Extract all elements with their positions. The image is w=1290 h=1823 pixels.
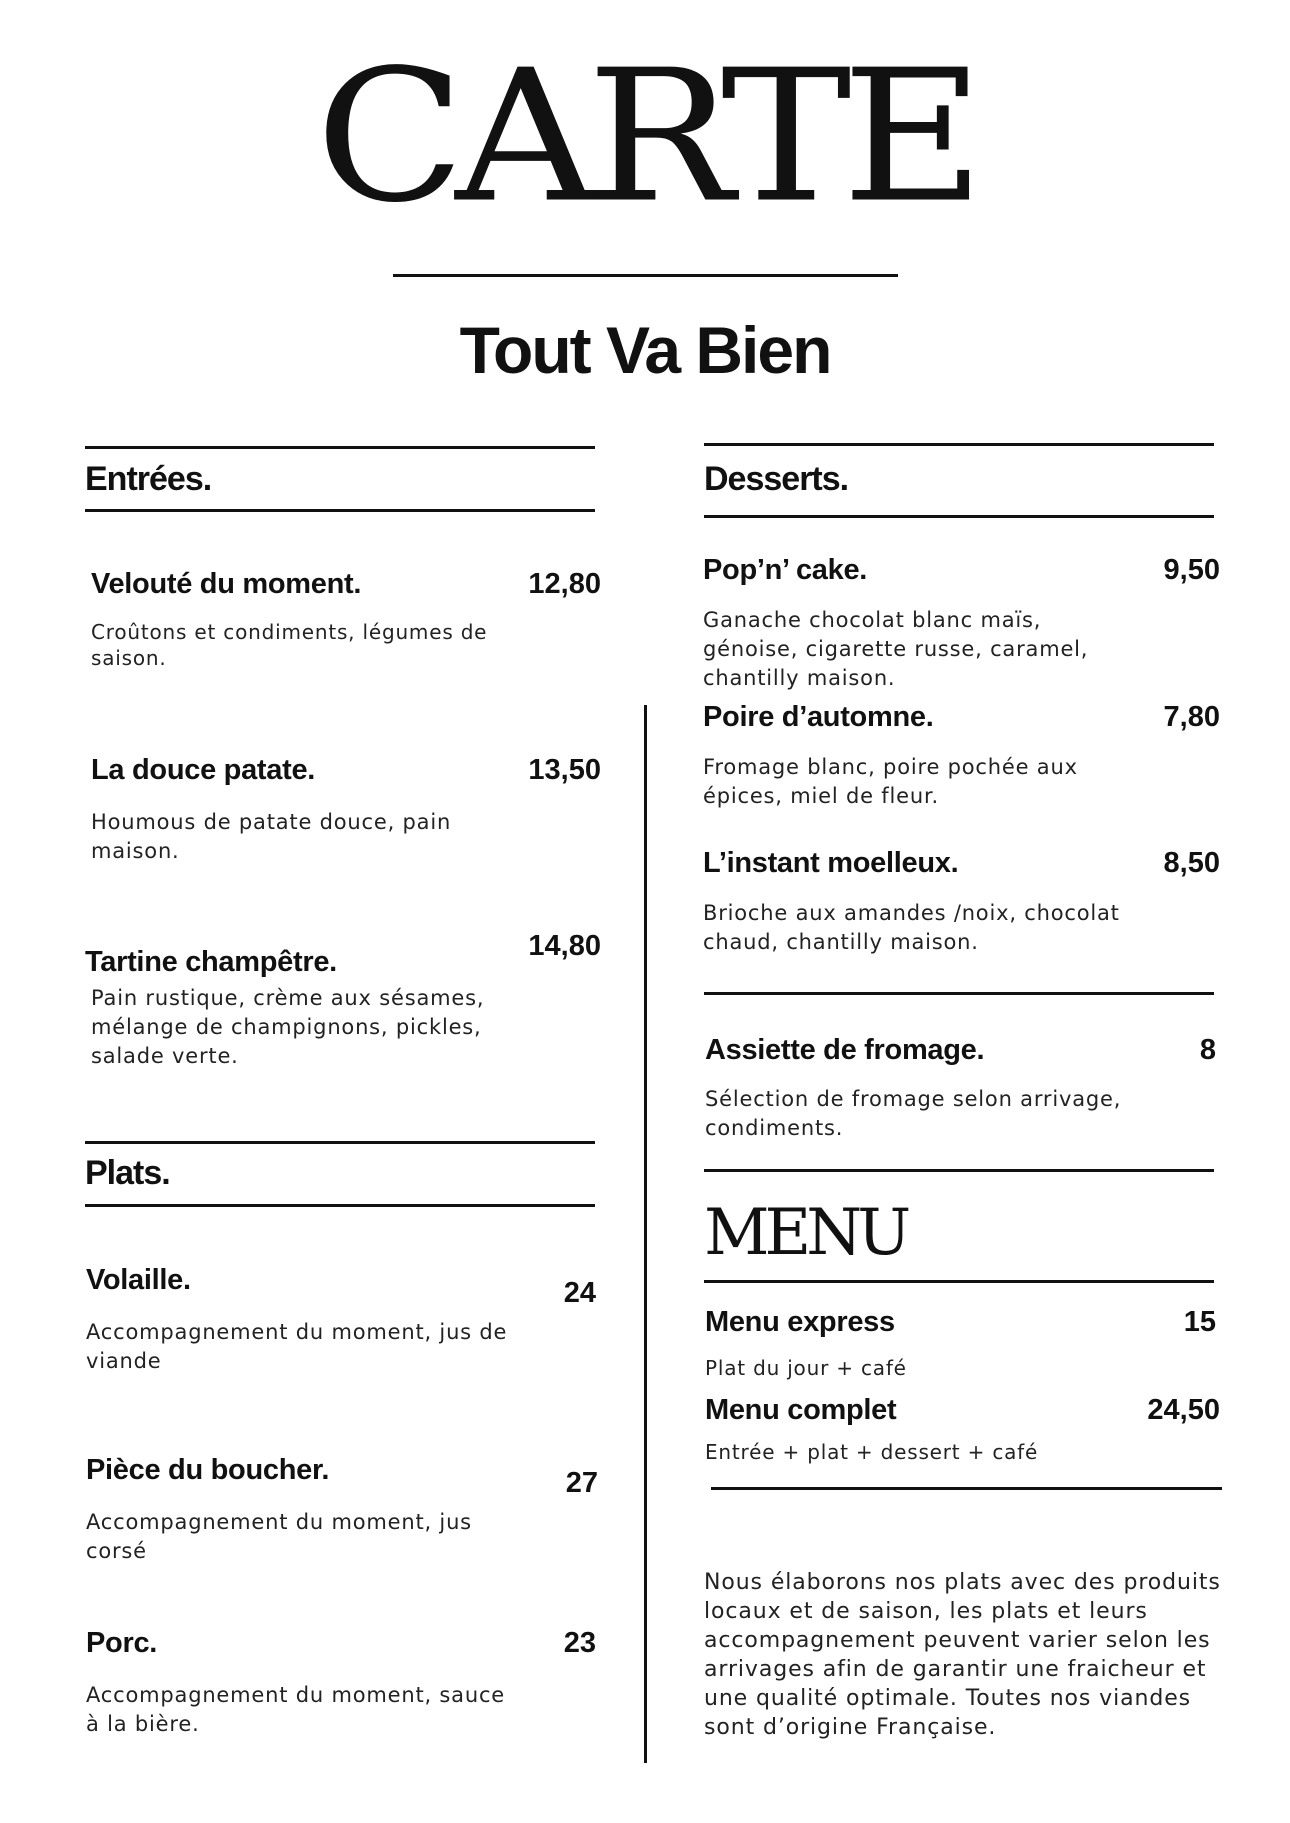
entree-desc: Houmous de patate douce, pain maison. bbox=[91, 810, 452, 863]
menu-title: CARTE bbox=[315, 31, 975, 244]
plat-name: Volaille. bbox=[86, 1264, 191, 1296]
plats-top-rule bbox=[85, 1141, 595, 1144]
entree-price: 13,50 bbox=[528, 754, 601, 786]
entree-name: Tartine champêtre. bbox=[85, 946, 337, 978]
fromage-desc: Sélection de fromage selon arrivage, condiments. bbox=[705, 1087, 1122, 1140]
formula-menu-rule bbox=[704, 1280, 1214, 1283]
plats-heading: Plats. bbox=[85, 1154, 170, 1192]
entrees-top-rule bbox=[85, 446, 595, 449]
dessert-name: Poire d’automne. bbox=[703, 701, 934, 733]
title-divider bbox=[393, 274, 898, 277]
fromage-top-rule bbox=[704, 992, 1214, 995]
entree-desc: Pain rustique, crème aux sésames, mélange de champignons, pickles, salade verte. bbox=[91, 986, 485, 1068]
formula-name: Menu express bbox=[705, 1306, 895, 1338]
dessert-price: 8,50 bbox=[1163, 847, 1220, 879]
plat-desc: Accompagnement du moment, jus corsé bbox=[86, 1510, 472, 1563]
entree-price: 12,80 bbox=[528, 568, 601, 600]
fromage-bottom-rule bbox=[704, 1169, 1214, 1172]
dessert-name: Pop’n’ cake. bbox=[703, 554, 868, 586]
column-divider bbox=[644, 705, 647, 1763]
desserts-heading: Desserts. bbox=[704, 460, 849, 498]
plat-price: 24 bbox=[563, 1277, 596, 1309]
entree-desc: Croûtons et condiments, légumes de saison. bbox=[91, 620, 488, 670]
plat-name: Porc. bbox=[86, 1627, 158, 1659]
formula-menu-heading: MENU bbox=[704, 1196, 907, 1270]
entree-name: Velouté du moment. bbox=[91, 568, 362, 600]
desserts-top-rule bbox=[704, 443, 1214, 446]
plat-desc: Accompagnement du moment, jus de viande bbox=[86, 1320, 508, 1373]
plat-name: Pièce du boucher. bbox=[86, 1454, 330, 1486]
plat-desc: Accompagnement du moment, sauce à la bière. bbox=[86, 1683, 506, 1736]
dessert-price: 9,50 bbox=[1163, 554, 1220, 586]
restaurant-name: Tout Va Bien bbox=[459, 313, 831, 387]
formula-price: 15 bbox=[1183, 1306, 1216, 1338]
desserts-bottom-rule bbox=[704, 515, 1214, 518]
plats-bottom-rule bbox=[85, 1204, 595, 1207]
fromage-name: Assiette de fromage. bbox=[705, 1034, 985, 1066]
entree-price: 14,80 bbox=[528, 930, 601, 962]
formula-price: 24,50 bbox=[1147, 1394, 1220, 1426]
fromage-price: 8 bbox=[1199, 1034, 1216, 1066]
entrees-bottom-rule bbox=[85, 509, 595, 512]
dessert-name: L’instant moelleux. bbox=[703, 847, 959, 879]
plat-price: 23 bbox=[563, 1627, 596, 1659]
plat-price: 27 bbox=[565, 1467, 598, 1499]
sourcing-note: Nous élaborons nos plats avec des produits locaux et de saison, les plats et leurs accompagnement peuvent varier selon les arrivages afin de garantir une fraicheur et une qualité optimale. Toutes nos viandes sont d’origine Française. bbox=[704, 1570, 1221, 1740]
entree-name: La douce patate. bbox=[91, 754, 316, 786]
dessert-desc: Ganache chocolat blanc maïs, génoise, cigarette russe, caramel, chantilly maison. bbox=[703, 608, 1089, 690]
formula-desc: Plat du jour + café bbox=[705, 1356, 907, 1380]
formula-menu-bottom-rule bbox=[711, 1487, 1222, 1490]
dessert-price: 7,80 bbox=[1163, 701, 1220, 733]
formula-name: Menu complet bbox=[705, 1394, 897, 1426]
entrees-heading: Entrées. bbox=[85, 460, 212, 498]
dessert-desc: Brioche aux amandes /noix, chocolat chaud, chantilly maison. bbox=[703, 901, 1120, 954]
formula-desc: Entrée + plat + dessert + café bbox=[705, 1440, 1039, 1464]
dessert-desc: Fromage blanc, poire pochée aux épices, miel de fleur. bbox=[703, 755, 1078, 808]
